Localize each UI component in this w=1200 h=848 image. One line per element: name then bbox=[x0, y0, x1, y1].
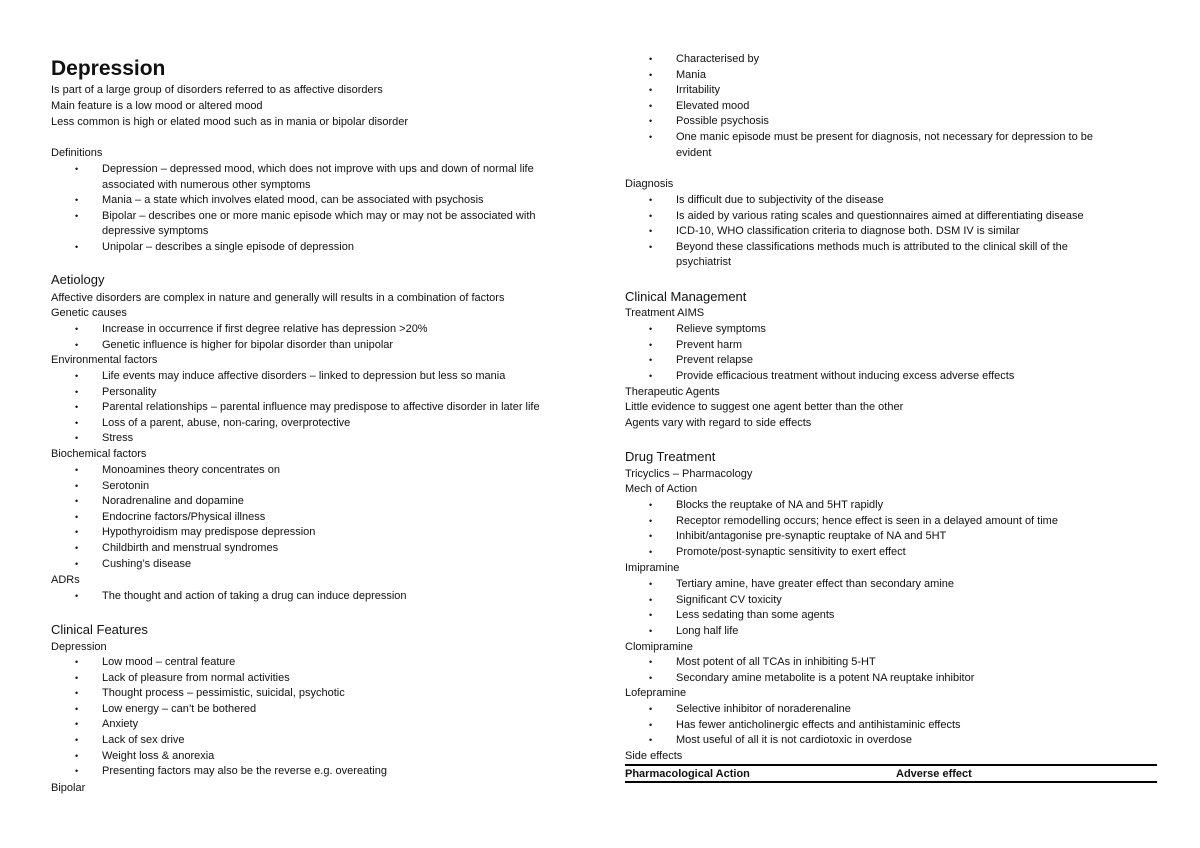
clinical-feature-item bbox=[75, 655, 236, 671]
adr-item bbox=[75, 589, 407, 605]
diagnosis-item bbox=[676, 255, 731, 271]
bullet-icon: • bbox=[649, 195, 653, 205]
diagnosis-item bbox=[649, 209, 1084, 225]
clinical-feature-item bbox=[75, 671, 290, 687]
bullet-icon: • bbox=[649, 324, 653, 334]
clinical-feature-item-text: Presenting factors may also be the reverse e.g. overeating bbox=[102, 765, 387, 778]
biochemical-item bbox=[75, 494, 244, 510]
bipolar-feature-item bbox=[649, 83, 721, 99]
imipramine-item bbox=[649, 624, 739, 640]
diagnosis-item bbox=[649, 240, 1068, 256]
diagnosis-item-text: ICD-10, WHO classification criteria to diagnose both. DSM IV is similar bbox=[676, 225, 1020, 238]
aim-item-text: Provide efficacious treatment without inducing excess adverse effects bbox=[676, 369, 1015, 382]
bullet-icon: • bbox=[649, 594, 653, 605]
moa-item bbox=[649, 498, 884, 514]
genetic-item-text: Increase in occurrence if first degree relative has depression >20% bbox=[102, 323, 428, 335]
paragraph: Affective disorders are complex in nature and generally will results in a combination of factors bbox=[51, 292, 505, 304]
bipolar-feature-item bbox=[649, 52, 760, 68]
bipolar-feature-item bbox=[649, 114, 769, 130]
bullet-icon: • bbox=[75, 242, 79, 252]
bullet-icon: • bbox=[75, 164, 79, 174]
definition-item-text: Depression – depressed mood, which does not improve with ups and down of normal life bbox=[102, 163, 534, 175]
bullet-icon: • bbox=[649, 625, 653, 636]
bullet-icon: • bbox=[75, 339, 79, 350]
environmental-item bbox=[75, 431, 134, 447]
bullet-icon: • bbox=[649, 85, 653, 96]
imipramine-item-text: Less sedating than some agents bbox=[676, 609, 835, 622]
side-effects-table bbox=[625, 764, 1157, 783]
bullet-icon: • bbox=[649, 355, 653, 366]
bullet-icon: • bbox=[75, 719, 79, 730]
clinical-feature-item bbox=[75, 733, 185, 749]
section-heading: Clinical Management bbox=[625, 289, 747, 304]
bullet-icon: • bbox=[649, 226, 653, 237]
bullet-icon: • bbox=[75, 672, 79, 683]
bullet-icon: • bbox=[75, 195, 79, 206]
definition-item bbox=[75, 209, 536, 225]
diagnosis-item bbox=[649, 224, 1020, 240]
clinical-feature-item-text: Low mood – central feature bbox=[102, 656, 236, 668]
section-heading: Clinical Features bbox=[51, 622, 148, 637]
definition-item bbox=[102, 224, 208, 240]
bullet-icon: • bbox=[649, 735, 653, 746]
environmental-item-text: Personality bbox=[102, 385, 157, 398]
clinical-feature-item-text: Thought process – pessimistic, suicidal, psychotic bbox=[102, 687, 345, 700]
bipolar-feature-item-text: Characterised by bbox=[676, 53, 760, 65]
environmental-item bbox=[75, 400, 540, 416]
section-label: Imipramine bbox=[625, 562, 680, 574]
environmental-item-text: Life events may induce affective disorders – linked to depression but less so mania bbox=[102, 370, 506, 382]
aim-item bbox=[649, 369, 1015, 385]
clomipramine-item bbox=[649, 671, 975, 687]
intro-line: Less common is high or elated mood such as in mania or bipolar disorder bbox=[51, 116, 409, 128]
environmental-item-text: Loss of a parent, abuse, non-caring, overprotective bbox=[102, 416, 351, 429]
bullet-icon: • bbox=[75, 465, 79, 475]
bullet-icon: • bbox=[75, 750, 79, 761]
aim-item-text: Prevent harm bbox=[676, 338, 743, 351]
moa-item bbox=[649, 545, 906, 561]
intro-line: Is part of a large group of disorders referred to as affective disorders bbox=[51, 84, 383, 96]
bullet-icon: • bbox=[649, 69, 653, 80]
imipramine-item bbox=[649, 593, 782, 609]
definition-item bbox=[75, 162, 534, 178]
lofepramine-item-text: Most useful of all it is not cardiotoxic in overdose bbox=[676, 734, 913, 747]
definition-item bbox=[75, 193, 484, 209]
section-label: Therapeutic Agents bbox=[625, 386, 720, 398]
moa-item bbox=[649, 514, 1058, 530]
environmental-item bbox=[75, 385, 157, 401]
diagnosis-item-text: Is difficult due to subjectivity of the disease bbox=[676, 194, 884, 206]
bullet-icon: • bbox=[649, 339, 653, 350]
table-header-row bbox=[625, 765, 1157, 782]
bullet-icon: • bbox=[75, 703, 79, 714]
bullet-icon: • bbox=[75, 210, 79, 221]
bullet-icon: • bbox=[649, 531, 653, 542]
bullet-icon: • bbox=[75, 543, 79, 553]
paragraph: Agents vary with regard to side effects bbox=[625, 417, 812, 429]
bullet-icon: • bbox=[649, 515, 653, 526]
biochemical-item-text: Noradrenaline and dopamine bbox=[102, 495, 244, 508]
definition-item-text: Bipolar – describes one or more manic episode which may or may not be associated with bbox=[102, 209, 536, 222]
bullet-icon: • bbox=[649, 657, 653, 667]
paragraph: Little evidence to suggest one agent better than the other bbox=[625, 401, 904, 413]
bullet-icon: • bbox=[649, 241, 653, 252]
environmental-item bbox=[75, 369, 506, 385]
moa-item-text: Blocks the reuptake of NA and 5HT rapidly bbox=[676, 499, 884, 511]
section-label: Environmental factors bbox=[51, 354, 158, 366]
bullet-icon: • bbox=[75, 735, 79, 745]
aim-item bbox=[649, 338, 743, 354]
bipolar-feature-item bbox=[649, 99, 750, 115]
bipolar-feature-item-text: Mania bbox=[676, 68, 706, 81]
section-label: Bipolar bbox=[51, 782, 86, 794]
section-label: ADRs bbox=[51, 574, 80, 586]
bipolar-feature-item bbox=[676, 146, 711, 162]
biochemical-item-text: Hypothyroidism may predispose depression bbox=[102, 526, 316, 539]
bullet-icon: • bbox=[649, 116, 653, 127]
clinical-feature-item bbox=[75, 686, 345, 702]
section-label: Lofepramine bbox=[625, 687, 687, 699]
biochemical-item bbox=[75, 557, 192, 573]
section-heading: Drug Treatment bbox=[625, 449, 716, 464]
definition-item-text: associated with numerous other symptoms bbox=[102, 178, 311, 191]
aim-item bbox=[649, 322, 766, 338]
section-label: Biochemical factors bbox=[51, 448, 147, 460]
section-heading: Aetiology bbox=[51, 272, 105, 287]
section-label: Mech of Action bbox=[625, 483, 698, 495]
clinical-feature-item bbox=[75, 717, 139, 733]
bullet-icon: • bbox=[649, 54, 653, 64]
biochemical-item bbox=[75, 525, 316, 541]
environmental-item-text: Parental relationships – parental influence may predispose to affective disorder in later life bbox=[102, 401, 540, 414]
clinical-feature-item-text: Lack of sex drive bbox=[102, 734, 185, 746]
imipramine-item bbox=[649, 608, 835, 624]
biochemical-item-text: Childbirth and menstrual syndromes bbox=[102, 542, 279, 554]
bullet-icon: • bbox=[75, 324, 79, 334]
bullet-icon: • bbox=[75, 386, 79, 397]
biochemical-item bbox=[75, 541, 279, 557]
clinical-feature-item bbox=[75, 702, 257, 718]
bullet-icon: • bbox=[649, 370, 653, 381]
bullet-icon: • bbox=[649, 579, 653, 589]
bipolar-feature-item-text: Possible psychosis bbox=[676, 115, 769, 128]
definition-item-text: Mania – a state which involves elated mood, can be associated with psychosis bbox=[102, 194, 484, 207]
clinical-feature-item-text: Lack of pleasure from normal activities bbox=[102, 671, 290, 684]
definition-item-text: Unipolar – describes a single episode of depression bbox=[102, 241, 354, 253]
genetic-item-text: Genetic influence is higher for bipolar disorder than unipolar bbox=[102, 338, 394, 351]
bullet-icon: • bbox=[75, 766, 79, 777]
page-title: Depression bbox=[51, 57, 166, 80]
bullet-icon: • bbox=[649, 672, 653, 683]
imipramine-item bbox=[649, 577, 955, 593]
biochemical-item-text: Monoamines theory concentrates on bbox=[102, 464, 280, 476]
clinical-feature-item-text: Anxiety bbox=[102, 718, 139, 731]
clinical-feature-item bbox=[75, 764, 387, 780]
section-label: Genetic causes bbox=[51, 307, 127, 319]
environmental-item-text: Stress bbox=[102, 432, 134, 445]
adr-item-text: The thought and action of taking a drug can induce depression bbox=[102, 590, 407, 602]
aim-item-text: Relieve symptoms bbox=[676, 323, 766, 335]
biochemical-item bbox=[75, 463, 280, 479]
diagnosis-item-text: Beyond these classifications methods much is attributed to the clinical skill of the bbox=[676, 240, 1068, 253]
bullet-icon: • bbox=[75, 480, 79, 491]
bipolar-feature-item-text: One manic episode must be present for diagnosis, not necessary for depression to be bbox=[676, 131, 1094, 143]
clomipramine-item-text: Most potent of all TCAs in inhibiting 5-HT bbox=[676, 656, 876, 668]
clinical-feature-item bbox=[75, 749, 215, 765]
imipramine-item-text: Tertiary amine, have greater effect than secondary amine bbox=[676, 578, 955, 590]
moa-item-text: Inhibit/antagonise pre-synaptic reuptake of NA and 5HT bbox=[676, 530, 947, 543]
section-label: Treatment AIMS bbox=[625, 307, 705, 319]
bullet-icon: • bbox=[649, 500, 653, 510]
lofepramine-item bbox=[649, 702, 851, 718]
imipramine-item-text: Significant CV toxicity bbox=[676, 593, 782, 606]
bullet-icon: • bbox=[649, 132, 653, 142]
bullet-icon: • bbox=[649, 100, 653, 111]
bipolar-feature-item-text: evident bbox=[676, 146, 712, 159]
lofepramine-item bbox=[649, 718, 961, 734]
genetic-item bbox=[75, 322, 428, 338]
section-label: Clomipramine bbox=[625, 641, 693, 653]
environmental-item bbox=[75, 416, 351, 432]
clomipramine-item bbox=[649, 655, 876, 671]
column-header-adverse: Adverse effect bbox=[896, 767, 972, 780]
bullet-icon: • bbox=[75, 402, 79, 413]
definition-item bbox=[102, 178, 310, 194]
bullet-icon: • bbox=[75, 558, 79, 569]
clinical-feature-item-text: Weight loss & anorexia bbox=[102, 749, 215, 762]
section-label: Side effects bbox=[625, 750, 683, 762]
clinical-feature-item-text: Low energy – can’t be bothered bbox=[102, 702, 257, 715]
biochemical-item-text: Cushing’s disease bbox=[102, 557, 192, 570]
clomipramine-item-text: Secondary amine metabolite is a potent NA reuptake inhibitor bbox=[676, 671, 975, 684]
bipolar-feature-item-text: Irritability bbox=[676, 84, 721, 97]
bullet-icon: • bbox=[75, 591, 79, 601]
bullet-icon: • bbox=[649, 210, 653, 221]
bullet-icon: • bbox=[75, 371, 79, 381]
biochemical-item-text: Serotonin bbox=[102, 479, 150, 492]
column-header-action: Pharmacological Action bbox=[625, 767, 750, 780]
lofepramine-item-text: Has fewer anticholinergic effects and antihistaminic effects bbox=[676, 718, 961, 731]
bullet-icon: • bbox=[75, 433, 79, 444]
moa-item-text: Promote/post-synaptic sensitivity to exert effect bbox=[676, 545, 906, 558]
section-label: Diagnosis bbox=[625, 178, 674, 190]
imipramine-item-text: Long half life bbox=[676, 624, 739, 637]
diagnosis-item-text: Is aided by various rating scales and questionnaires aimed at differentiating disease bbox=[676, 209, 1084, 222]
bullet-icon: • bbox=[649, 704, 653, 714]
bullet-icon: • bbox=[649, 719, 653, 730]
moa-item bbox=[649, 529, 947, 545]
intro-line: Main feature is a low mood or altered mood bbox=[51, 100, 263, 112]
bipolar-feature-item bbox=[649, 130, 1094, 146]
genetic-item bbox=[75, 338, 394, 354]
bullet-icon: • bbox=[75, 417, 79, 428]
diagnosis-item bbox=[649, 193, 884, 209]
bullet-icon: • bbox=[75, 527, 79, 538]
bipolar-feature-item bbox=[649, 68, 706, 84]
definition-item-text: depressive symptoms bbox=[102, 225, 209, 238]
definition-item bbox=[75, 240, 354, 256]
bullet-icon: • bbox=[75, 657, 79, 667]
bullet-icon: • bbox=[75, 688, 79, 699]
aim-item bbox=[649, 353, 754, 369]
bullet-icon: • bbox=[75, 511, 79, 522]
bullet-icon: • bbox=[649, 610, 653, 621]
lofepramine-item bbox=[649, 733, 913, 749]
diagnosis-item-text: psychiatrist bbox=[676, 256, 732, 269]
lofepramine-item-text: Selective inhibitor of noraderenaline bbox=[676, 703, 851, 715]
aim-item-text: Prevent relapse bbox=[676, 354, 754, 367]
biochemical-item-text: Endocrine factors/Physical illness bbox=[102, 510, 266, 523]
section-label: Tricyclics – Pharmacology bbox=[625, 468, 753, 480]
section-label: Depression bbox=[51, 641, 107, 653]
biochemical-item bbox=[75, 510, 266, 526]
bipolar-feature-item-text: Elevated mood bbox=[676, 99, 750, 112]
section-label: Definitions bbox=[51, 147, 103, 159]
moa-item-text: Receptor remodelling occurs; hence effect is seen in a delayed amount of time bbox=[676, 514, 1058, 527]
bullet-icon: • bbox=[649, 546, 653, 557]
biochemical-item bbox=[75, 479, 150, 495]
bullet-icon: • bbox=[75, 496, 79, 507]
